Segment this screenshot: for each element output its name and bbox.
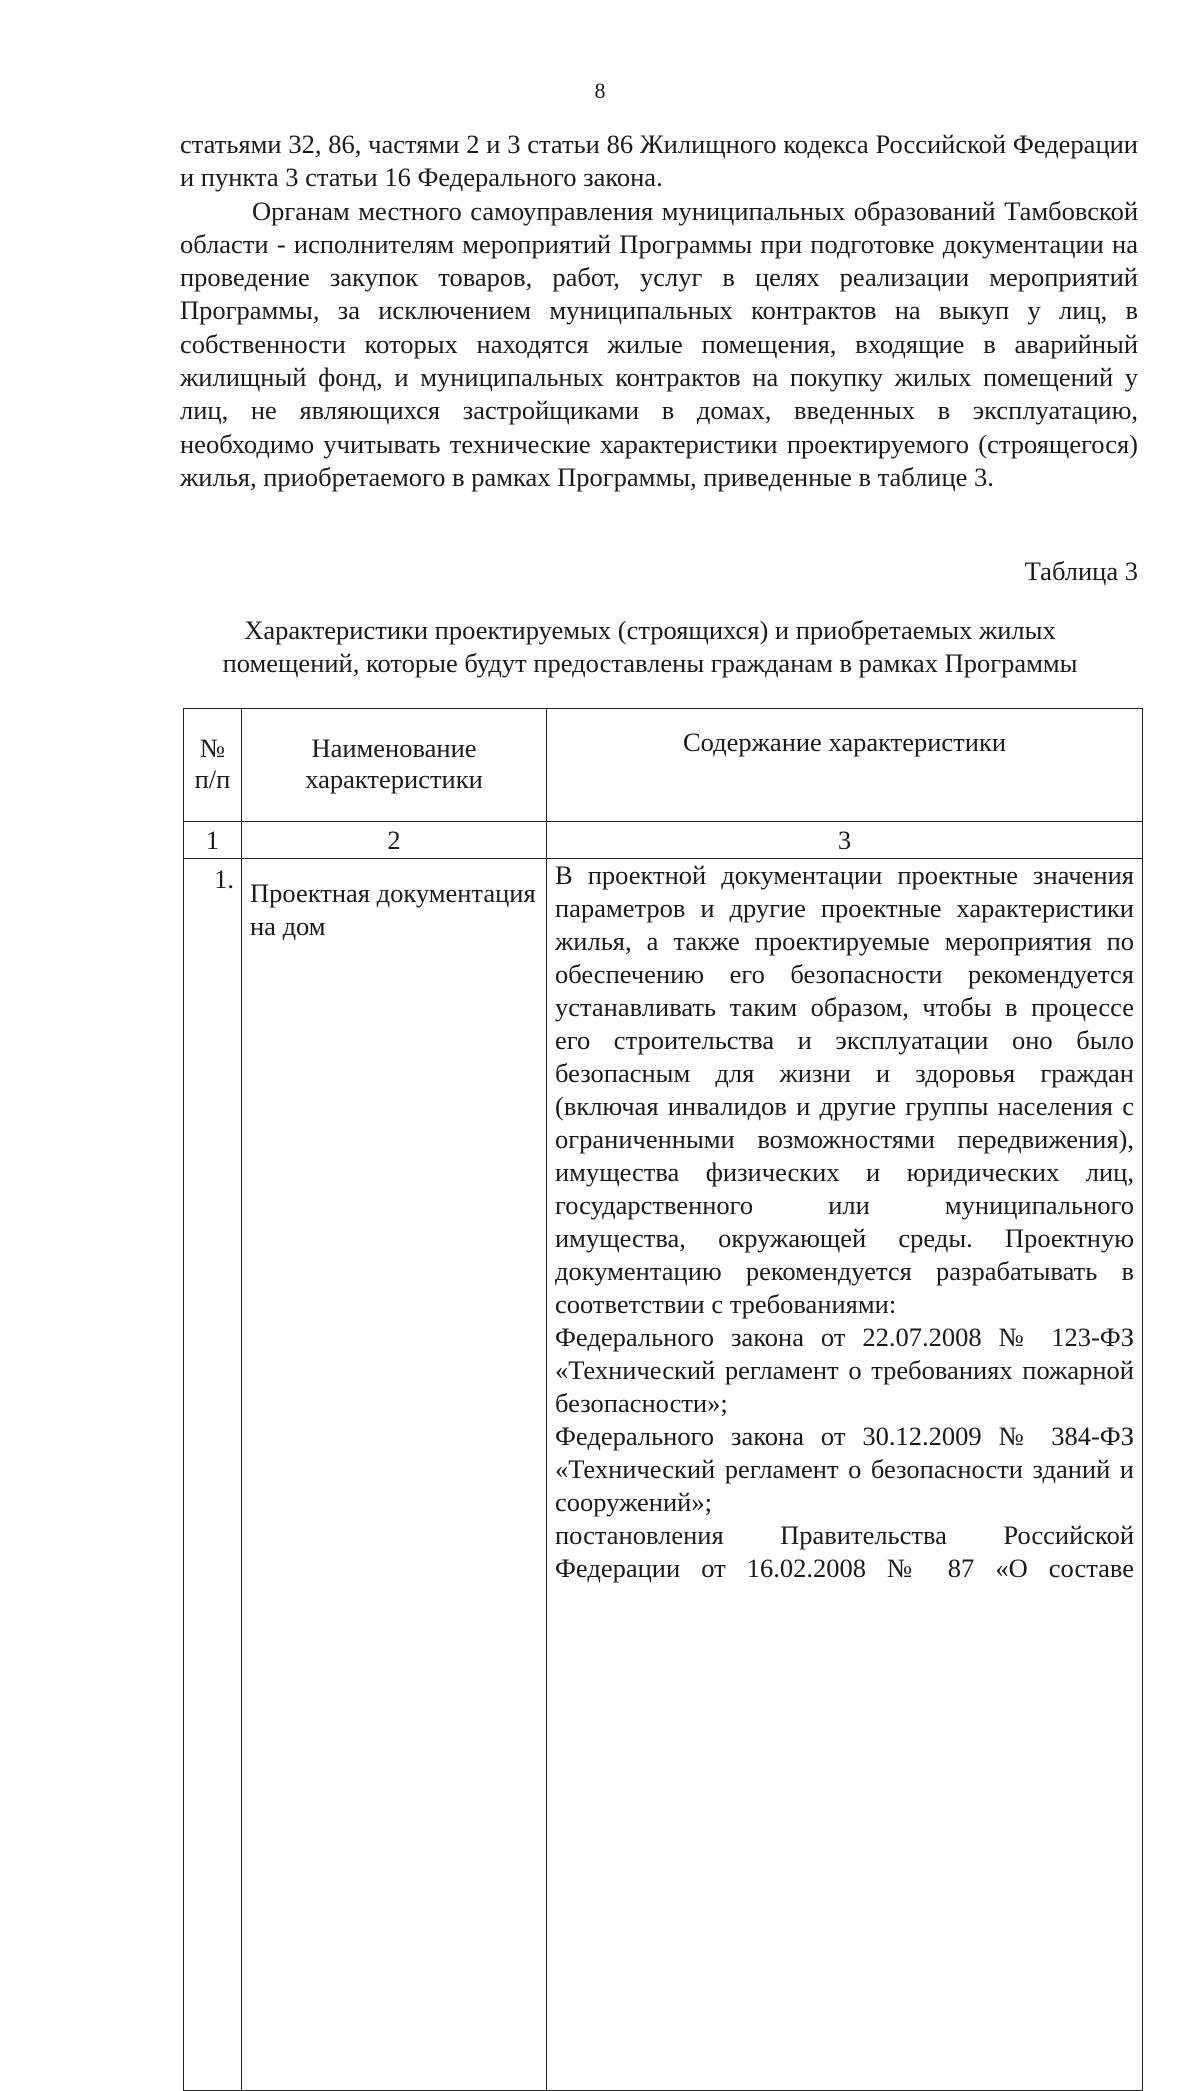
header-number: № п/п — [184, 709, 242, 822]
characteristics-table — [183, 708, 1143, 2091]
table-index-row — [184, 822, 1143, 859]
body-text — [180, 128, 1138, 494]
paragraph-2: Органам местного самоуправления муниципальных образований Тамбовской области - исполнителям мероприятий Программы при подготовке документации на проведение закупок товаров, работ, услуг в целях реализации мероприятий Программы, за исключением муниципальных контрактов на выкуп у лиц, в собственности которых находятся жилые помещения, входящие в аварийный жилищный фонд, и муниципальных контрактов на покупку жилых помещений у лиц, не являющихся застройщиками в домах, введенных в эксплуатацию, необходимо учитывать технические характеристики проектируемого (строящегося) жилья, приобретаемого в рамках Программы, приведенные в таблице 3. — [180, 195, 1138, 492]
table-label: Таблица 3 — [1024, 556, 1138, 586]
content-paragraph-3: Федерального закона от 30.12.2009 № 384-ФЗ «Технический регламент о безопасности зданий и сооружений»; — [555, 1421, 1134, 1517]
paragraph-1: статьями 32, 86, частями 2 и 3 статьи 86 Жилищного кодекса Российской Федерации и пункта 3 статьи 16 Федерального закона. — [180, 129, 1138, 193]
header-content: Содержание характеристики — [547, 709, 1143, 822]
index-cell-2: 2 — [242, 822, 547, 859]
index-cell-3: 3 — [547, 822, 1143, 859]
index-cell-1: 1 — [184, 822, 242, 859]
content-paragraph-5: Федерации от 16.02.2008 № 87 «О составе — [555, 1553, 1134, 1583]
content-paragraph-2: Федерального закона от 22.07.2008 № 123-ФЗ «Технический регламент о требованиях пожарной безопасности»; — [555, 1322, 1134, 1418]
content-paragraph-1: В проектной документации проектные значения параметров и другие проектные характеристики жилья, а также проектируемые мероприятия по обеспечению его безопасности рекомендуется устанавливать таким образом, чтобы в процессе его строительства и эксплуатации оно было безопасным для жизни и здоровья граждан (включая инвалидов и другие группы населения с ограниченными возможностями передвижения), имущества физических и юридических лиц, государственного или муниципального имущества, окружающей среды. Проектную документацию рекомендуется разрабатывать в соответствии с требованиями: — [555, 860, 1134, 1319]
table-header-row — [184, 709, 1143, 822]
header-name: Наименование характеристики — [242, 709, 547, 822]
table-row — [184, 859, 1143, 2091]
row-content — [547, 859, 1143, 2091]
page-number: 8 — [594, 78, 606, 103]
table-caption — [160, 614, 1140, 681]
row-name: Проектная документация на дом — [242, 859, 547, 2091]
table-caption-line-2: помещений, которые будут предоставлены гражданам в рамках Программы — [222, 648, 1078, 679]
table-caption-line-1: Характеристики проектируемых (строящихся) и приобретаемых жилых — [244, 615, 1056, 645]
content-paragraph-4: постановления Правительства Российской — [555, 1520, 1134, 1550]
row-number: 1. — [184, 859, 242, 2091]
